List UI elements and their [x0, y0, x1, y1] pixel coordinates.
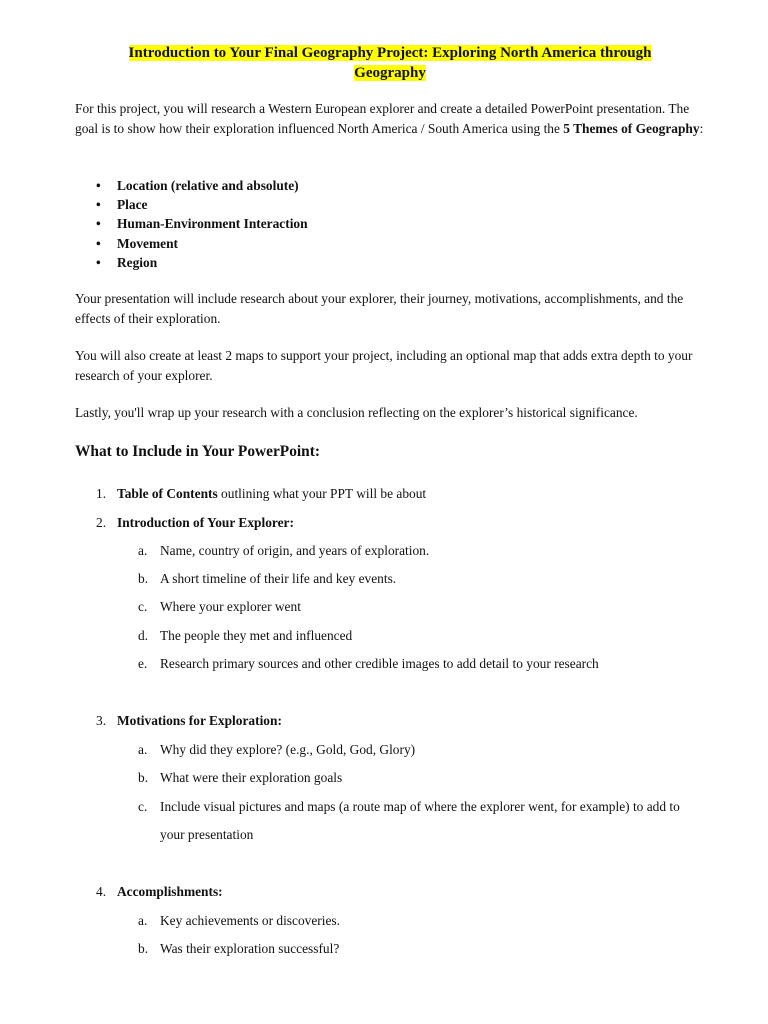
sub-item — [138, 569, 680, 589]
sub-item-letter: b. — [138, 941, 149, 956]
item-number: 2. — [96, 515, 107, 530]
sub-item-text: Name, country of origin, and years of exploration. — [160, 543, 430, 558]
sub-item-text: A short timeline of their life and key events. — [160, 571, 397, 586]
sub-item — [138, 626, 680, 646]
list-item-3 — [96, 711, 282, 731]
sub-item-text: Why did they explore? (e.g., Gold, God, Glory) — [160, 742, 416, 757]
sub-item-text: Include visual pictures and maps (a route map of where the explorer went, for example) to add to your presentation — [160, 799, 680, 842]
item-rest: outlining what your PPT will be about — [217, 486, 427, 501]
sub-item — [138, 740, 680, 760]
sub-item-letter: d. — [138, 628, 149, 643]
sub-item — [138, 939, 680, 959]
intro-after: : — [699, 121, 704, 136]
themes-list — [75, 176, 308, 272]
list-item: • Place — [75, 195, 308, 214]
item-number: 3. — [96, 713, 107, 728]
sub-item-text: Was their exploration successful? — [160, 941, 340, 956]
sub-item-letter: c. — [138, 599, 148, 614]
sub-item-text: The people they met and influenced — [160, 628, 353, 643]
sub-item-letter: c. — [138, 799, 148, 814]
intro-bold-themes: 5 Themes of Geography — [563, 121, 700, 136]
sub-item — [138, 541, 680, 561]
list-item-2 — [96, 513, 294, 533]
list-item: • Movement — [75, 234, 308, 253]
sub-item-text: What were their exploration goals — [160, 770, 343, 785]
item-label: Introduction of Your Explorer: — [117, 515, 294, 530]
sub-item-letter: a. — [138, 543, 148, 558]
list-item-1 — [96, 484, 426, 504]
sub-item-letter: a. — [138, 913, 148, 928]
sub-item — [138, 911, 680, 931]
list-item: • Human-Environment Interaction — [75, 214, 308, 233]
item-number: 1. — [96, 486, 107, 501]
title-line-1: Introduction to Your Final Geography Project: Exploring North America through — [128, 45, 652, 61]
sub-item-text: Where your explorer went — [160, 599, 301, 614]
sub-item — [138, 793, 680, 849]
list-item: • Location (relative and absolute) — [75, 176, 308, 195]
sub-item — [138, 597, 680, 617]
sub-item-text: Research primary sources and other credible images to add detail to your research — [160, 656, 599, 671]
presentation-paragraph: Your presentation will include research about your explorer, their journey, motivations, accomplishments, and the effects of their exploration. — [75, 291, 684, 326]
sub-item-letter: a. — [138, 742, 148, 757]
item-number: 4. — [96, 884, 107, 899]
intro-paragraph — [75, 99, 715, 139]
list-item: • Region — [75, 253, 308, 272]
intro-text: For this project, you will research a Western European explorer and create a detailed PowerPoint presentation. The goal is to show how their exploration influenced North America / South America using the — [75, 101, 690, 136]
sub-item — [138, 768, 680, 788]
sub-item — [138, 654, 680, 674]
sub-item-letter: b. — [138, 770, 149, 785]
sub-item-letter: e. — [138, 656, 148, 671]
list-item-4 — [96, 882, 223, 902]
item-label: Table of Contents — [117, 486, 218, 501]
document-title — [60, 43, 720, 83]
section-heading: What to Include in Your PowerPoint: — [75, 443, 320, 460]
sub-item-letter: b. — [138, 571, 149, 586]
title-line-2: Geography — [354, 65, 426, 81]
item-label: Motivations for Exploration: — [117, 713, 282, 728]
item-label: Accomplishments: — [117, 884, 223, 899]
conclusion-paragraph: Lastly, you'll wrap up your research with a conclusion reflecting on the explorer’s historical significance. — [75, 405, 638, 420]
maps-paragraph: You will also create at least 2 maps to support your project, including an optional map that adds extra depth to your research of your explorer. — [75, 348, 693, 383]
sub-item-text: Key achievements or discoveries. — [160, 913, 340, 928]
